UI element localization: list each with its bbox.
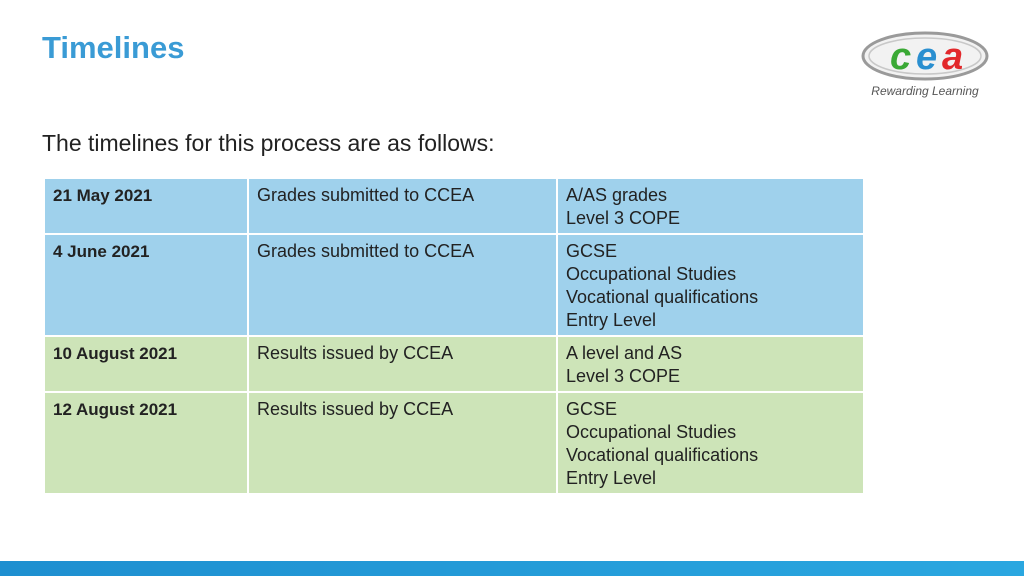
timeline-date: 12 August 2021 (44, 392, 248, 494)
qualification-item: Vocational qualifications (566, 287, 759, 307)
qualification-item: A/AS grades (566, 185, 668, 205)
timeline-action: Results issued by CCEA (248, 336, 557, 392)
timeline-table (43, 177, 865, 495)
logo-letter-e: e (916, 36, 938, 78)
footer-bar (0, 561, 1024, 576)
qualification-item: Entry Level (566, 310, 657, 330)
qualification-item: A level and AS (566, 343, 683, 363)
timeline-qualifications (557, 336, 864, 392)
timeline-date: 21 May 2021 (44, 178, 248, 234)
timeline-action: Grades submitted to CCEA (248, 178, 557, 234)
qualification-item: Level 3 COPE (566, 208, 681, 228)
timeline-qualifications (557, 234, 864, 336)
timeline-row (44, 178, 864, 234)
intro-text: The timelines for this process are as follows: (42, 130, 495, 156)
timeline-qualifications (557, 392, 864, 494)
qualification-item: Level 3 COPE (566, 366, 681, 386)
logo-letter-a: a (942, 36, 964, 78)
timeline-qualifications (557, 178, 864, 234)
logo-tagline: Rewarding Learning (871, 84, 979, 98)
qualification-item: GCSE (566, 399, 618, 419)
qualification-item: Occupational Studies (566, 264, 737, 284)
timeline-row (44, 336, 864, 392)
qualification-item: Vocational qualifications (566, 445, 759, 465)
logo-graphic (860, 30, 990, 82)
timeline-row (44, 392, 864, 494)
qualification-item: Occupational Studies (566, 422, 737, 442)
slide-title: Timelines (42, 30, 185, 65)
ccea-logo (860, 30, 990, 102)
qualification-item: GCSE (566, 241, 618, 261)
logo-letter-c: c (890, 36, 912, 78)
timeline-row (44, 234, 864, 336)
qualification-item: Entry Level (566, 468, 657, 488)
timeline-date: 4 June 2021 (44, 234, 248, 336)
timeline-action: Grades submitted to CCEA (248, 234, 557, 336)
timeline-action: Results issued by CCEA (248, 392, 557, 494)
timeline-date: 10 August 2021 (44, 336, 248, 392)
